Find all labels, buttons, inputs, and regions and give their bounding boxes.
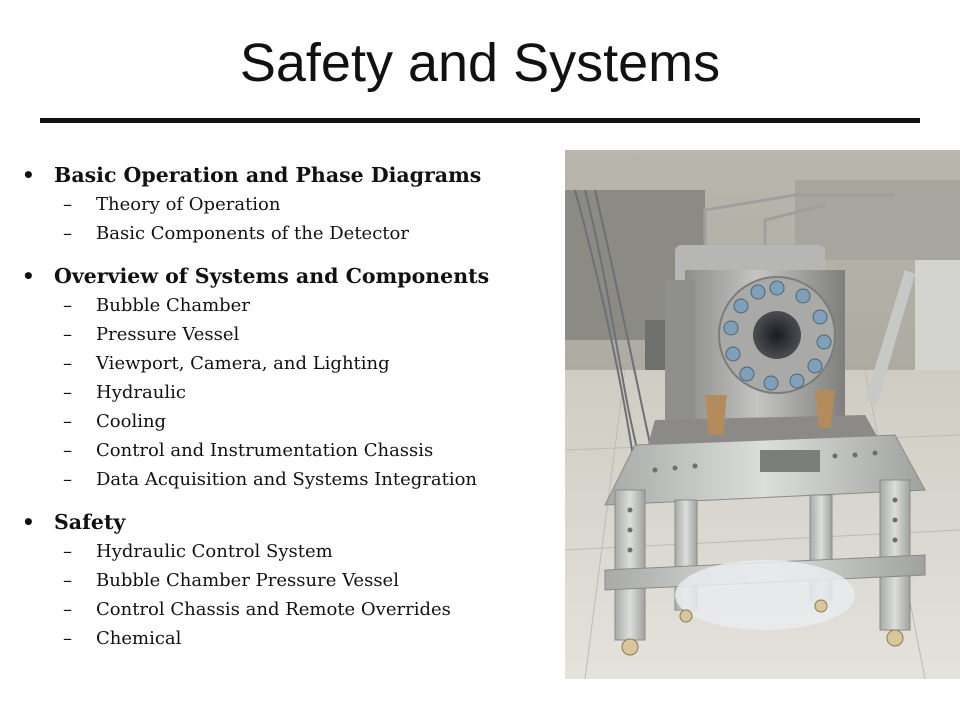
sub-item-text: Viewport, Camera, and Lighting: [96, 353, 390, 374]
outline: [22, 160, 567, 666]
sub-item-text: Chemical: [96, 628, 182, 649]
dash-icon: –: [63, 440, 72, 461]
sub-item: [22, 407, 567, 436]
sub-item: [22, 320, 567, 349]
chamber-side: [665, 280, 695, 420]
dash-icon: –: [63, 295, 72, 316]
dash-icon: –: [63, 194, 72, 215]
sub-item: [22, 566, 567, 595]
bullet-icon: •: [22, 163, 35, 187]
valve-block: [760, 450, 820, 472]
outline-section: [22, 160, 567, 248]
catch-basin: [675, 560, 855, 630]
sub-item: [22, 595, 567, 624]
apparatus-photo: [565, 150, 960, 679]
dash-icon: –: [63, 324, 72, 345]
sub-item: [22, 378, 567, 407]
sub-item: [22, 537, 567, 566]
sub-item-text: Control Chassis and Remote Overrides: [96, 599, 451, 620]
sub-item-text: Cooling: [96, 411, 167, 432]
outline-section: [22, 261, 567, 494]
sub-item-text: Control and Instrumentation Chassis: [96, 440, 434, 461]
sub-item-text: Hydraulic: [96, 382, 186, 403]
sub-item-text: Theory of Operation: [96, 194, 281, 215]
sub-item-text: Basic Components of the Detector: [96, 223, 409, 244]
section-heading: [22, 160, 567, 190]
sub-item: [22, 291, 567, 320]
sub-item: [22, 219, 567, 248]
bullet-icon: •: [22, 264, 35, 288]
dash-icon: –: [63, 541, 72, 562]
sub-item-text: Bubble Chamber: [96, 295, 250, 316]
heading-text: Overview of Systems and Components: [54, 264, 490, 288]
dash-icon: –: [63, 382, 72, 403]
section-heading: [22, 261, 567, 291]
dash-icon: –: [63, 223, 72, 244]
dash-icon: –: [63, 411, 72, 432]
sub-item-text: Hydraulic Control System: [96, 541, 333, 562]
dash-icon: –: [63, 469, 72, 490]
viewport-glass: [753, 311, 801, 359]
heading-text: Safety: [54, 510, 126, 534]
sub-item: [22, 465, 567, 494]
dash-icon: –: [63, 599, 72, 620]
slide-title: Safety and Systems: [239, 33, 721, 93]
dash-icon: –: [63, 570, 72, 591]
dash-icon: –: [63, 353, 72, 374]
heading-text: Basic Operation and Phase Diagrams: [54, 163, 482, 187]
title-rule: [40, 118, 920, 123]
sub-item: [22, 624, 567, 653]
apparatus-illustration: [565, 150, 960, 679]
dash-icon: –: [63, 628, 72, 649]
sub-item: [22, 436, 567, 465]
sub-item-text: Data Acquisition and Systems Integration: [96, 469, 478, 490]
sub-item: [22, 190, 567, 219]
sub-item: [22, 349, 567, 378]
sub-item-text: Pressure Vessel: [96, 324, 240, 345]
section-heading: [22, 507, 567, 537]
sub-item-text: Bubble Chamber Pressure Vessel: [96, 570, 399, 591]
outline-section: [22, 507, 567, 653]
bullet-icon: •: [22, 510, 35, 534]
